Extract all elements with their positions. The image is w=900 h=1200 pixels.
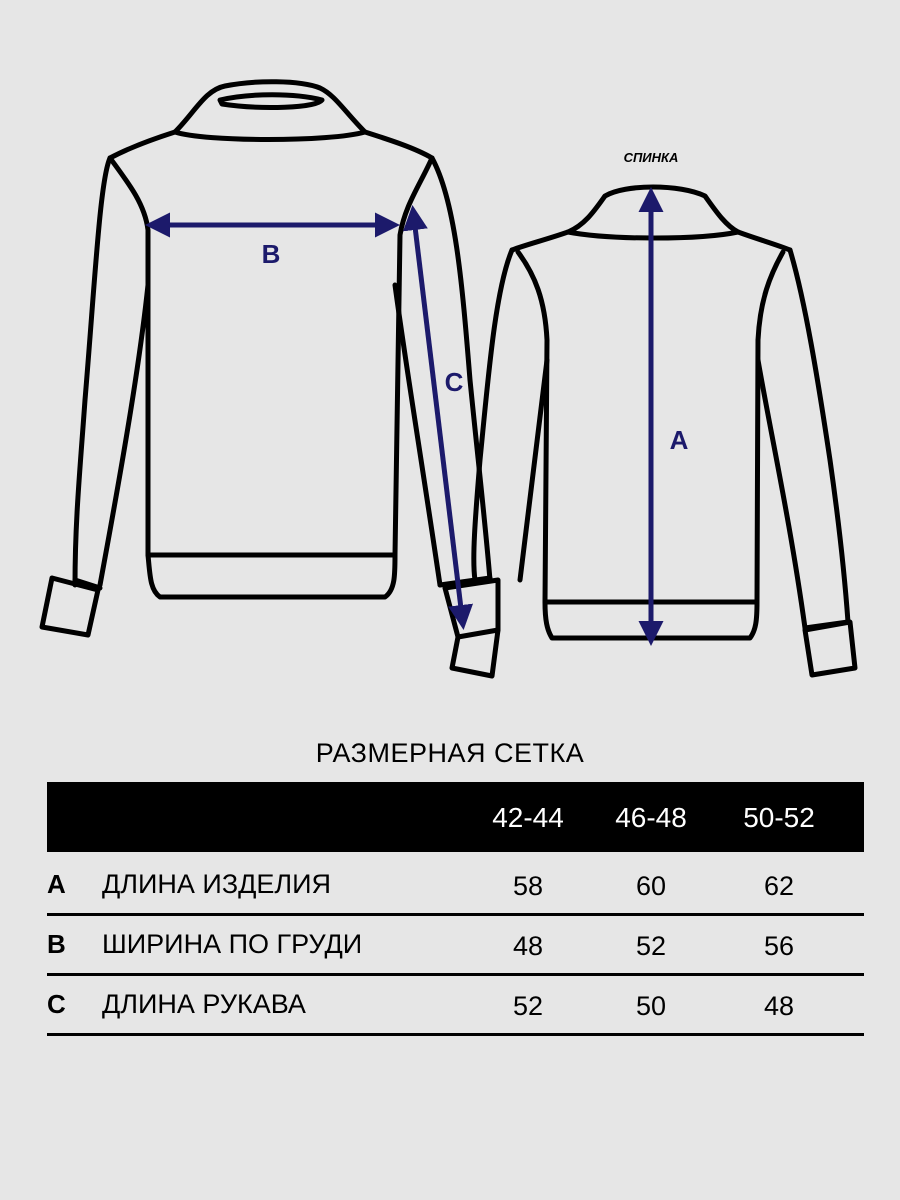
row-value: 52 <box>512 991 544 1021</box>
label-b: B <box>261 239 281 269</box>
label-c: C <box>444 367 464 397</box>
size-chart-title: РАЗМЕРНАЯ СЕТКА <box>315 738 585 768</box>
row-value: 48 <box>763 991 795 1021</box>
row-value: 58 <box>512 871 544 901</box>
row-value: 60 <box>635 871 667 901</box>
row-value: 52 <box>635 931 667 961</box>
size-table-header <box>47 782 864 852</box>
row-value: 50 <box>635 991 667 1021</box>
size-header-1: 42-44 <box>492 802 564 833</box>
row-name: ДЛИНА РУКАВА <box>102 989 306 1019</box>
row-key: B <box>47 929 66 959</box>
back-sweater-outline <box>474 187 855 675</box>
row-key: A <box>47 869 66 899</box>
front-sweater-outline <box>42 82 498 676</box>
row-value: 62 <box>763 871 795 901</box>
row-name: ДЛИНА ИЗДЕЛИЯ <box>102 869 332 899</box>
table-row <box>47 975 864 1036</box>
label-a: A <box>669 425 689 455</box>
size-header-2: 46-48 <box>615 802 687 833</box>
row-value: 48 <box>512 931 544 961</box>
row-name: ШИРИНА ПО ГРУДИ <box>102 929 363 959</box>
row-key: C <box>47 989 66 1019</box>
size-header-3: 50-52 <box>743 802 815 833</box>
row-value: 56 <box>763 931 795 961</box>
table-row <box>47 915 864 976</box>
table-row <box>47 855 864 916</box>
back-view-label: СПИНКА <box>623 150 679 165</box>
